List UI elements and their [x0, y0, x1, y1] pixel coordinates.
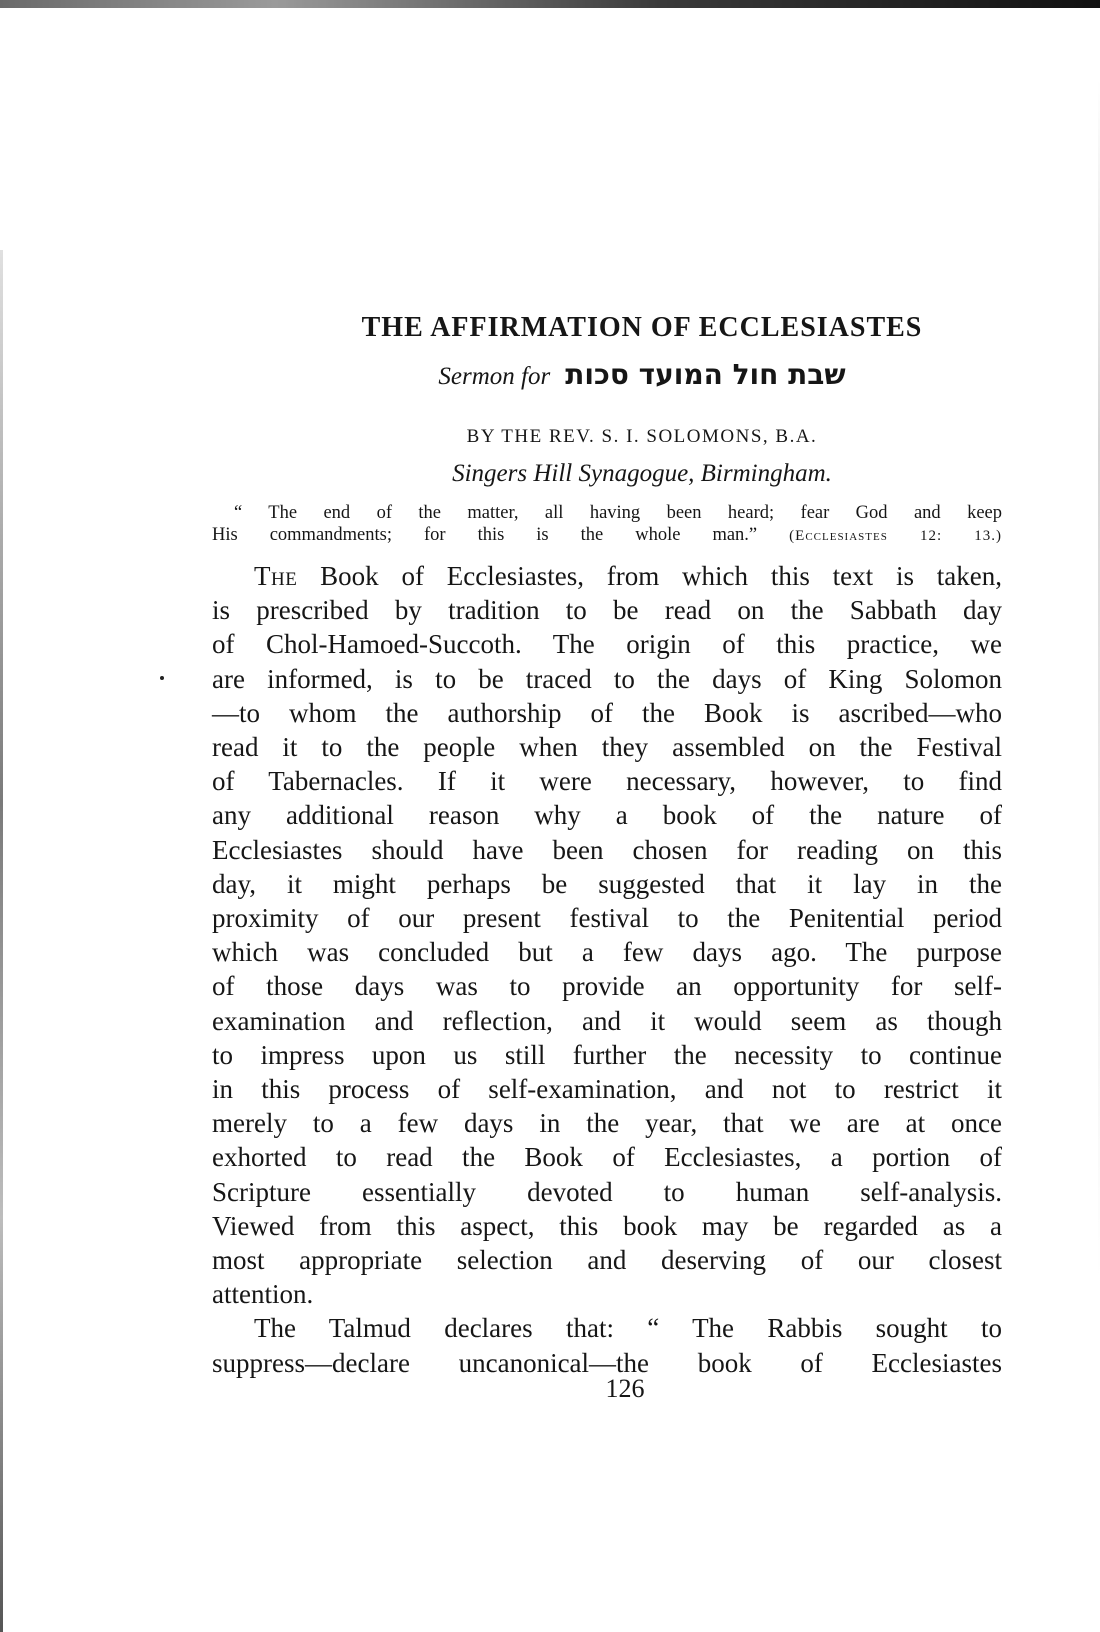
paragraph-line: in this process of self-examination, and not to restrict it — [212, 1074, 1002, 1105]
paragraph-line: Viewed from this aspect, this book may be regarded as a — [212, 1210, 1002, 1241]
paragraph-line: Ecclesiastes should have been chosen for reading on this — [212, 834, 1002, 865]
epigraph-line — [212, 524, 1002, 547]
epigraph — [212, 502, 1002, 547]
page-number: 126 — [605, 1374, 645, 1403]
paragraph-line: which was concluded but a few days ago. The purpose — [212, 937, 1002, 968]
paragraph-line: to impress upon us still further the necessity to continue — [212, 1039, 1002, 1070]
paragraph-line: read it to the people when they assembled on the Festival — [212, 732, 1002, 763]
paragraph-line: —to whom the authorship of the Book is ascribed—who — [212, 697, 1002, 728]
paragraph-line: of Tabernacles. If it were necessary, however, to find — [212, 766, 1002, 797]
paragraph-line: exhorted to read the Book of Ecclesiastes, a portion of — [212, 1142, 1002, 1173]
paragraph-line: merely to a few days in the year, that we are at once — [212, 1108, 1002, 1139]
epigraph-line: “ The end of the matter, all having been heard; fear God and keep — [234, 503, 1002, 523]
subtitle-lead: Sermon for — [438, 363, 551, 390]
paragraph-line-text: Book of Ecclesiastes, from which this text is taken, — [320, 561, 1002, 591]
paragraph-line: day, it might perhaps be suggested that it lay in the — [212, 868, 1002, 899]
body-text — [212, 559, 1002, 1380]
paragraph-line: The Talmud declares that: “ The Rabbis sought to — [254, 1313, 1002, 1344]
paragraph-line: proximity of our present festival to the Penitential period — [212, 903, 1002, 934]
scan-left-edge — [0, 250, 3, 1632]
scan-top-edge — [0, 0, 1100, 8]
paragraph-line: are informed, is to be traced to the days of King Solomon — [212, 663, 1002, 694]
paragraph-line: is prescribed by tradition to be read on the Sabbath day — [212, 595, 1002, 626]
author-place: Singers Hill Synagogue, Birmingham. — [452, 460, 832, 487]
paragraph-line: attention. — [212, 1279, 314, 1310]
subtitle-hebrew: שבת חול המועד סכות — [565, 358, 846, 391]
paragraph-line: Scripture essentially devoted to human self-analysis. — [212, 1176, 1002, 1207]
epigraph-reference: (Ecclesiastes 12: 13.) — [789, 528, 1003, 544]
scan-speck — [160, 676, 164, 680]
paragraph-line: most appropriate selection and deserving of our closest — [212, 1245, 1002, 1276]
paragraph-line: any additional reason why a book of the nature of — [212, 800, 1002, 831]
epigraph-line-text: His commandments; for this is the whole man.” — [212, 525, 758, 545]
paragraph-line: examination and reflection, and it would seem as though — [212, 1005, 1002, 1036]
author-byline: BY THE REV. S. I. SOLOMONS, B.A. — [466, 426, 818, 447]
paragraph-line — [212, 559, 1002, 593]
first-word: The — [254, 561, 298, 591]
paragraph-line: suppress—declare uncanonical—the book of Ecclesiastes — [212, 1347, 1002, 1378]
paragraph-line: of Chol-Hamoed-Succoth. The origin of this practice, we — [212, 629, 1002, 660]
document-page — [212, 312, 1003, 1403]
sermon-subtitle — [212, 358, 1002, 392]
paragraph-line: of those days was to provide an opportunity for self- — [212, 971, 1002, 1002]
sermon-title: THE AFFIRMATION OF ECCLESIASTES — [361, 312, 923, 343]
